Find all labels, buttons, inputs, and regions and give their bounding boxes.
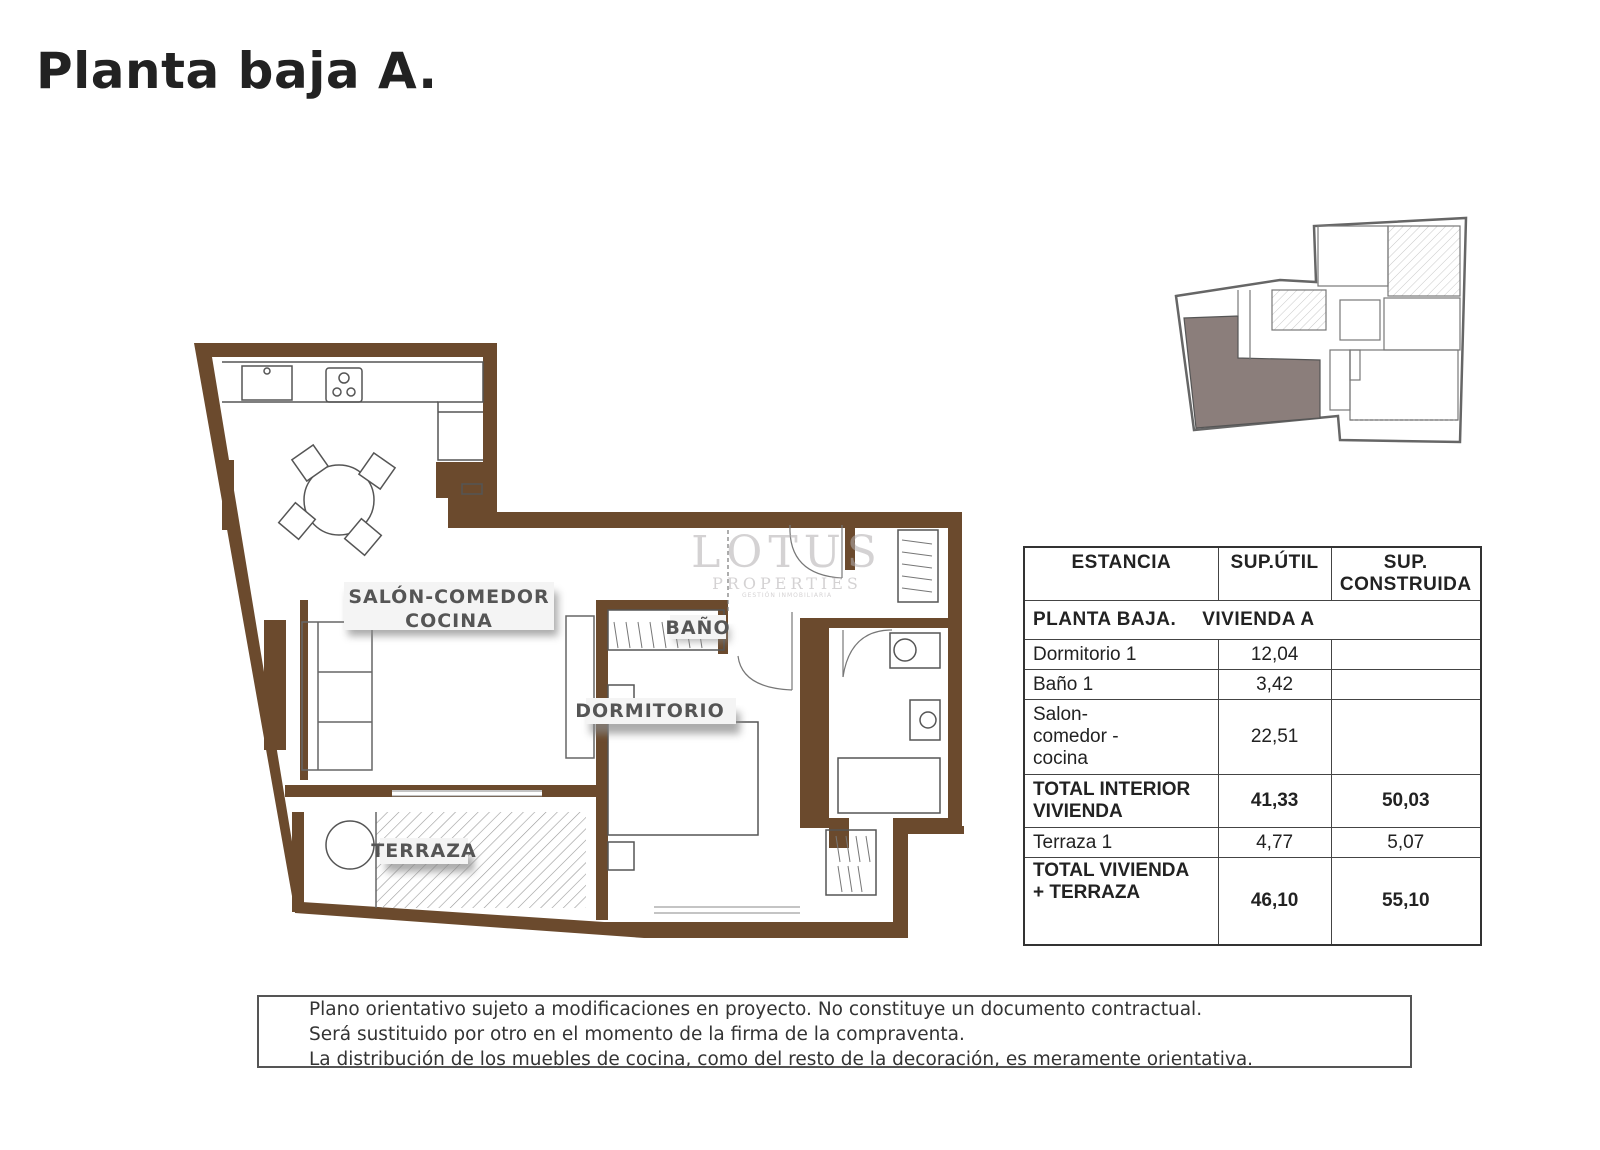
row-useful: 4,77 xyxy=(1218,828,1331,858)
room-label-salon: SALÓN-COMEDOR xyxy=(348,586,550,608)
row-built: 55,10 xyxy=(1331,858,1481,946)
header-sup-construida xyxy=(1331,547,1481,601)
table-header-row xyxy=(1024,547,1481,601)
header-sup-util: SUP.ÚTIL xyxy=(1218,547,1331,601)
row-built: 50,03 xyxy=(1331,775,1481,828)
header-estancia: ESTANCIA xyxy=(1024,547,1218,601)
table-row xyxy=(1024,640,1481,670)
table-row-total-interior xyxy=(1024,775,1481,828)
room-label-terraza: TERRAZA xyxy=(371,840,477,862)
row-name-line: + TERRAZA xyxy=(1033,882,1141,903)
row-name-line: TOTAL VIVIENDA xyxy=(1033,860,1190,881)
disclaimer-box xyxy=(257,995,1412,1068)
row-built xyxy=(1331,670,1481,700)
tv-unit xyxy=(566,616,594,758)
row-useful: 22,51 xyxy=(1218,700,1331,775)
row-name xyxy=(1024,858,1218,946)
key-plan xyxy=(1176,218,1466,442)
room-label-cocina: COCINA xyxy=(405,610,493,632)
page-title: Planta baja A. xyxy=(36,42,438,100)
row-name xyxy=(1024,700,1218,775)
row-name-line: Salon- xyxy=(1033,704,1088,725)
row-useful: 12,04 xyxy=(1218,640,1331,670)
watermark-subtitle: PROPERTIES xyxy=(712,574,862,593)
table-row xyxy=(1024,828,1481,858)
table-row xyxy=(1024,670,1481,700)
disclaimer-line: Será sustituido por otro en el momento de la firma de la compraventa. xyxy=(309,1024,965,1045)
row-name xyxy=(1024,775,1218,828)
row-built: 5,07 xyxy=(1331,828,1481,858)
room-label-bano: BAÑO xyxy=(665,617,731,639)
row-name-line: VIVIENDA xyxy=(1033,801,1123,822)
row-name: Dormitorio 1 xyxy=(1024,640,1218,670)
section-row xyxy=(1024,601,1481,640)
section-left: PLANTA BAJA. xyxy=(1033,609,1177,630)
disclaimer-line: Plano orientativo sujeto a modificaciones en proyecto. No constituye un documento contractual. xyxy=(309,999,1203,1020)
header-built-line2: CONSTRUIDA xyxy=(1339,574,1472,595)
watermark-logo-text: LOTUS xyxy=(691,527,883,578)
row-name: Baño 1 xyxy=(1024,670,1218,700)
watermark-tagline: GESTIÓN INMOBILIARIA xyxy=(741,592,833,599)
room-label-dormitorio: DORMITORIO xyxy=(575,700,725,722)
header-built-line1: SUP. xyxy=(1383,552,1428,573)
section-right: VIVIENDA A xyxy=(1202,609,1315,630)
row-useful: 46,10 xyxy=(1218,858,1331,946)
row-name: Terraza 1 xyxy=(1024,828,1218,858)
row-useful: 41,33 xyxy=(1218,775,1331,828)
row-name-line: comedor - xyxy=(1033,726,1119,747)
table-row xyxy=(1024,700,1481,775)
row-built xyxy=(1331,640,1481,670)
table-row-total xyxy=(1024,858,1481,946)
row-name-line: TOTAL INTERIOR xyxy=(1033,779,1191,800)
row-name-line: cocina xyxy=(1033,748,1088,769)
row-built xyxy=(1331,700,1481,775)
disclaimer-line: La distribución de los muebles de cocina, como del resto de la decoración, es meramente orientativa. xyxy=(309,1049,1254,1068)
area-table xyxy=(1023,546,1482,946)
row-useful: 3,42 xyxy=(1218,670,1331,700)
